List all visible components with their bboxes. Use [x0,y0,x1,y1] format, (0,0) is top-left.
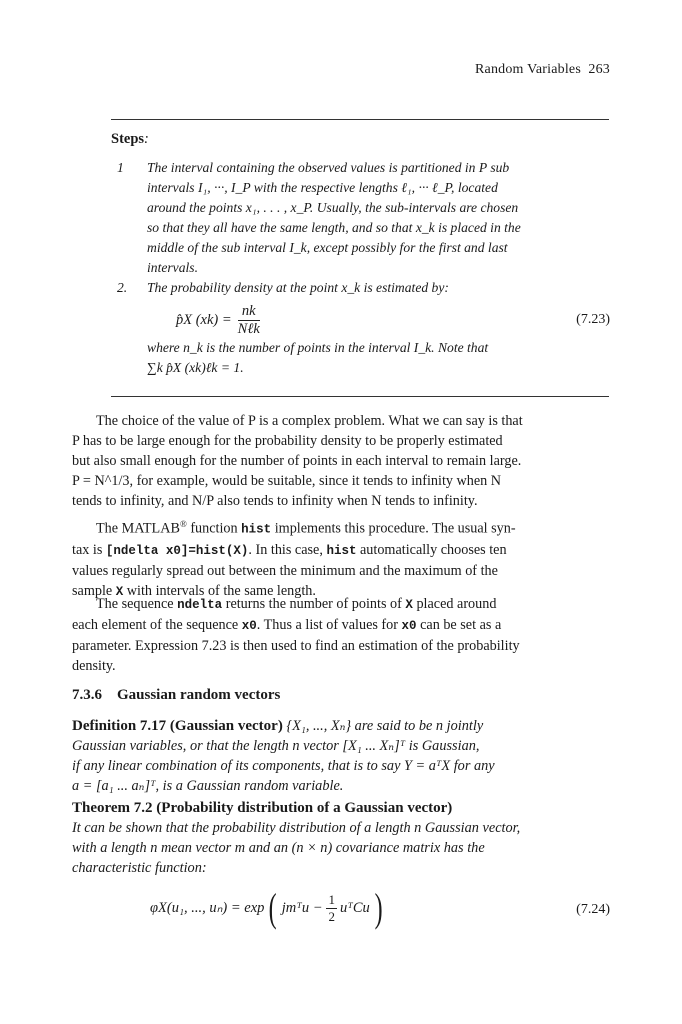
definition-line: if any linear combination of its components, that is to say Y = aᵀX for any [72,758,495,774]
code-x: X [405,598,413,612]
running-header [475,62,610,78]
paragraph-line: The sequence ndelta returns the number of points of X placed around [96,596,497,612]
step-1-line: so that they all have the same length, and so that x_k is placed in the [147,220,521,235]
eq-7-24-inner-b: uᵀCu [339,899,370,916]
eq-7-24-lhs: φX(u₁, ..., uₙ) = exp [150,899,265,916]
code-x0: x0 [401,619,417,633]
paragraph-line: P = N^1/3, for example, would be suitable, since it tends to infinity when N [72,473,502,489]
step-1-line: intervals. [147,260,198,275]
step-1-line: around the points x₁, . . . , x_P. Usually, the sub-intervals are chosen [147,200,519,215]
eq-7-23-lhs: p̂X (xk) = [176,311,232,328]
section-heading [72,687,280,704]
step-1-line: middle of the sub interval I_k, except possibly for the first and last [147,240,508,255]
definition-7-17 [72,716,612,796]
code-hist-syntax: [ndelta x0]=hist(X) [105,543,249,558]
paragraph-line: density. [72,658,116,674]
paragraph-line: P has to be large enough for the probability density to be properly estimated [72,433,503,449]
steps-top-rule [111,119,609,120]
code-x: X [115,584,124,599]
section-title: Gaussian random vectors [117,687,281,703]
paragraph-3 [72,594,612,676]
paragraph-line: parameter. Expression 7.23 is then used to find an estimation of the probability [72,638,520,654]
page-number: 263 [588,62,610,77]
eq-7-24-numerator: 1 [328,891,335,907]
definition-line: Definition 7.17 (Gaussian vector) {X₁, ..., Xₙ} are said to be n jointly [72,718,484,734]
paragraph-line: tax is [ndelta x0]=hist(X). In this case, hist automatically chooses ten [72,541,507,558]
definition-line: Gaussian variables, or that the length n vector [X₁ ... Xₙ]ᵀ is Gaussian, [72,738,480,754]
eq-7-24-number: (7.24) [576,902,610,917]
paragraph-line: sample X with intervals of the same length. [72,582,316,599]
eq-7-24-fraction [326,892,337,925]
code-hist: hist [241,522,272,537]
step-1-text [147,158,609,278]
eq-7-24-denominator: 2 [328,908,335,924]
theorem-line: characteristic function: [72,860,207,876]
equation-7-23 [176,300,260,340]
step-2-after-line: where n_k is the number of points in the interval I_k. Note that [147,340,489,355]
section-number: 7.3.6 [72,687,102,703]
step-2-after-line: ∑k p̂X (xk)ℓk = 1. [147,360,244,375]
paragraph-2 [72,514,612,602]
step-1-number: 1 [117,160,124,175]
code-ndelta: ndelta [177,598,223,612]
definition-line: a = [a₁ ... aₙ]ᵀ, is a Gaussian random variable. [72,778,344,794]
paragraph-line: The choice of the value of P is a complex problem. What we can say is that [96,413,523,429]
eq-7-23-number: (7.23) [576,312,610,327]
step-2-after [147,338,488,378]
theorem-line: It can be shown that the probability distribution of a length n Gaussian vector, [72,820,521,836]
code-x0: x0 [241,619,257,633]
paragraph-line: tends to infinity, and N/P also tends to infinity when N tends to infinity. [72,493,478,509]
eq-7-23-fraction [238,303,260,338]
eq-7-24-inner-a: jmᵀu − [281,899,323,916]
equation-7-24 [150,884,387,932]
eq-7-24-right-paren: ) [374,885,383,930]
eq-7-23-denominator: Nℓk [237,320,260,337]
definition-label: Definition 7.17 (Gaussian vector) [72,718,283,734]
eq-7-23-numerator: nk [238,303,260,321]
step-1-line: intervals I₁, ···, I_P with the respective lengths ℓ₁, ··· ℓ_P, located [147,180,498,195]
paragraph-line: but also small enough for the number of points in each interval to remain large. [72,453,522,469]
paragraph-line: The MATLAB® function hist implements this procedure. The usual syn- [96,519,516,537]
theorem-label: Theorem 7.2 (Probability distribution of a Gaussian vector) [72,800,453,816]
step-2-intro: The probability density at the point x_k is estimated by: [147,280,449,295]
eq-7-24-left-paren: ( [269,885,278,930]
step-2-number: 2. [117,280,128,295]
steps-title: Steps: [111,131,149,147]
theorem-line: with a length n mean vector m and an (n × n) covariance matrix has the [72,840,485,856]
step-1-line: The interval containing the observed values is partitioned in P sub [147,160,510,175]
paragraph-1 [72,411,612,511]
running-title: Random Variables [475,62,581,77]
steps-bottom-rule [111,396,609,397]
theorem-7-2 [72,798,612,878]
paragraph-line: each element of the sequence x0. Thus a list of values for x0 can be set as a [72,617,502,633]
paragraph-line: values regularly spread out between the minimum and the maximum of the [72,562,498,579]
code-hist: hist [326,543,357,558]
